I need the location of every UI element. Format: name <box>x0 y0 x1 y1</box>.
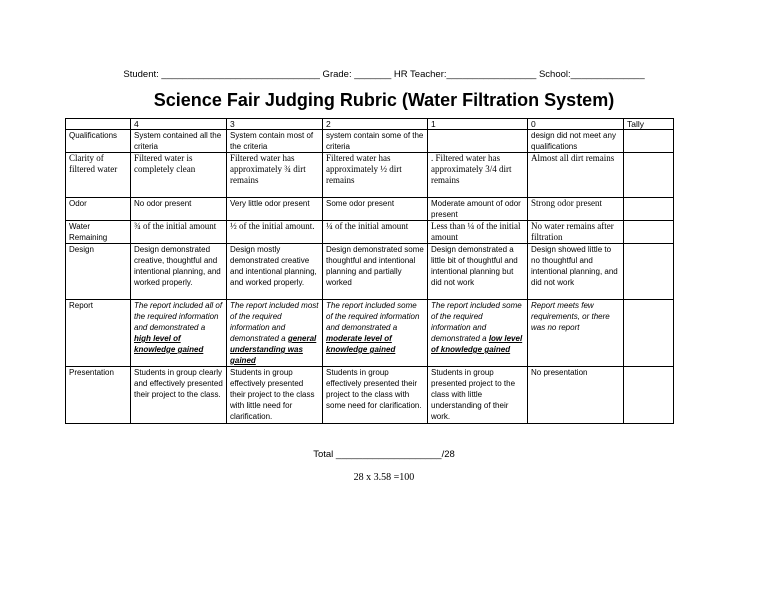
table-row <box>66 153 674 198</box>
header-cell-4: 4 <box>131 119 227 130</box>
cell-design-3: Design mostly demonstrated creative and intentional planning, and worked properly. <box>227 244 323 300</box>
cell-design-0: Design showed little to no thoughtful and intentional planning, and did not work <box>528 244 624 300</box>
table-row <box>66 300 674 367</box>
cell-qualifications-3: System contain most of the criteria <box>227 130 323 153</box>
cell-design-4: Design demonstrated creative, thoughtful and intentional planning, and worked properly. <box>131 244 227 300</box>
cell-design-2: Design demonstrated some thoughtful and intentional planning and partially worked <box>323 244 428 300</box>
tally-cell-design <box>624 244 674 300</box>
cell-odor-4: No odor present <box>131 198 227 221</box>
tally-cell-report <box>624 300 674 367</box>
header-cell-2: 2 <box>323 119 428 130</box>
cell-water-1: Less than ¼ of the initial amount <box>428 221 528 244</box>
report-2-emphasis: moderate level of knowledge gained <box>326 334 396 354</box>
cell-odor-3: Very little odor present <box>227 198 323 221</box>
student-info-line: Student: ______________________________ Grade: _______ HR Teacher:_________________ School:______________ <box>123 69 645 80</box>
cell-water-2: ¼ of the initial amount <box>323 221 428 244</box>
report-1-emphasis: low level of knowledge gained <box>431 334 523 354</box>
score-formula: 28 x 3.58 =100 <box>353 472 415 483</box>
cell-presentation-1: Students in group presented project to the class with little understanding of their work. <box>428 367 528 424</box>
report-4-emphasis: high level of knowledge gained <box>134 334 204 354</box>
header-cell-3: 3 <box>227 119 323 130</box>
cell-clarity-1: . Filtered water has approximately 3/4 dirt remains <box>428 153 528 198</box>
cell-presentation-2: Students in group effectively presented their project to the class with some need for clarification. <box>323 367 428 424</box>
report-3-emphasis: general understanding was gained <box>230 334 317 365</box>
cell-clarity-4: Filtered water is completely clean <box>131 153 227 198</box>
header-cell-1: 1 <box>428 119 528 130</box>
cell-qualifications-2: system contain some of the criteria <box>323 130 428 153</box>
cell-presentation-4: Students in group clearly and effectively presented their project to the class. <box>131 367 227 424</box>
cell-clarity-0: Almost all dirt remains <box>528 153 624 198</box>
cell-water-4: ¾ of the initial amount <box>131 221 227 244</box>
row-label-report: Report <box>66 300 131 367</box>
tally-cell-presentation <box>624 367 674 424</box>
table-header-row <box>66 119 674 130</box>
total-line: Total ____________________/28 <box>313 449 455 460</box>
report-4-text: The report included all of the required information and demonstrated a <box>134 301 223 332</box>
table-row <box>66 367 674 424</box>
cell-clarity-3: Filtered water has approximately ¾ dirt remains <box>227 153 323 198</box>
cell-qualifications-0: design did not meet any qualifications <box>528 130 624 153</box>
cell-report-1 <box>428 300 528 367</box>
cell-odor-1: Moderate amount of odor present <box>428 198 528 221</box>
cell-qualifications-4: System contained all the criteria <box>131 130 227 153</box>
cell-presentation-0: No presentation <box>528 367 624 424</box>
table-row <box>66 221 674 244</box>
cell-report-2 <box>323 300 428 367</box>
cell-report-3 <box>227 300 323 367</box>
row-label-qualifications: Qualifications <box>66 130 131 153</box>
cell-design-1: Design demonstrated a little bit of thoughtful and intentional planning but did not work <box>428 244 528 300</box>
row-label-odor: Odor <box>66 198 131 221</box>
header-cell-0: 0 <box>528 119 624 130</box>
tally-cell-water <box>624 221 674 244</box>
cell-qualifications-1 <box>428 130 528 153</box>
row-label-clarity: Clarity of filtered water <box>66 153 131 198</box>
table-row <box>66 130 674 153</box>
tally-cell-clarity <box>624 153 674 198</box>
cell-report-4 <box>131 300 227 367</box>
table-row <box>66 244 674 300</box>
table-row <box>66 198 674 221</box>
tally-cell-qualifications <box>624 130 674 153</box>
rubric-table <box>65 118 674 424</box>
cell-odor-2: Some odor present <box>323 198 428 221</box>
report-1-text: The report included some of the required information and demonstrated a <box>431 301 522 343</box>
tally-cell-odor <box>624 198 674 221</box>
cell-report-0: Report meets few requirements, or there was no report <box>528 300 624 367</box>
row-label-design: Design <box>66 244 131 300</box>
row-label-water-remaining: Water Remaining <box>66 221 131 244</box>
cell-water-0: No water remains after filtration <box>528 221 624 244</box>
cell-presentation-3: Students in group effectively presented their project to the class with little need for clarification. <box>227 367 323 424</box>
report-2-text: The report included some of the required information and demonstrated a <box>326 301 420 332</box>
page-title: Science Fair Judging Rubric (Water Filtration System) <box>153 90 615 110</box>
row-label-presentation: Presentation <box>66 367 131 424</box>
header-cell-tally: Tally <box>624 119 674 130</box>
cell-clarity-2: Filtered water has approximately ½ dirt remains <box>323 153 428 198</box>
header-cell-blank <box>66 119 131 130</box>
cell-water-3: ½ of the initial amount. <box>227 221 323 244</box>
cell-odor-0: Strong odor present <box>528 198 624 221</box>
report-3-text: The report included most of the required information and demonstrated a <box>230 301 319 343</box>
